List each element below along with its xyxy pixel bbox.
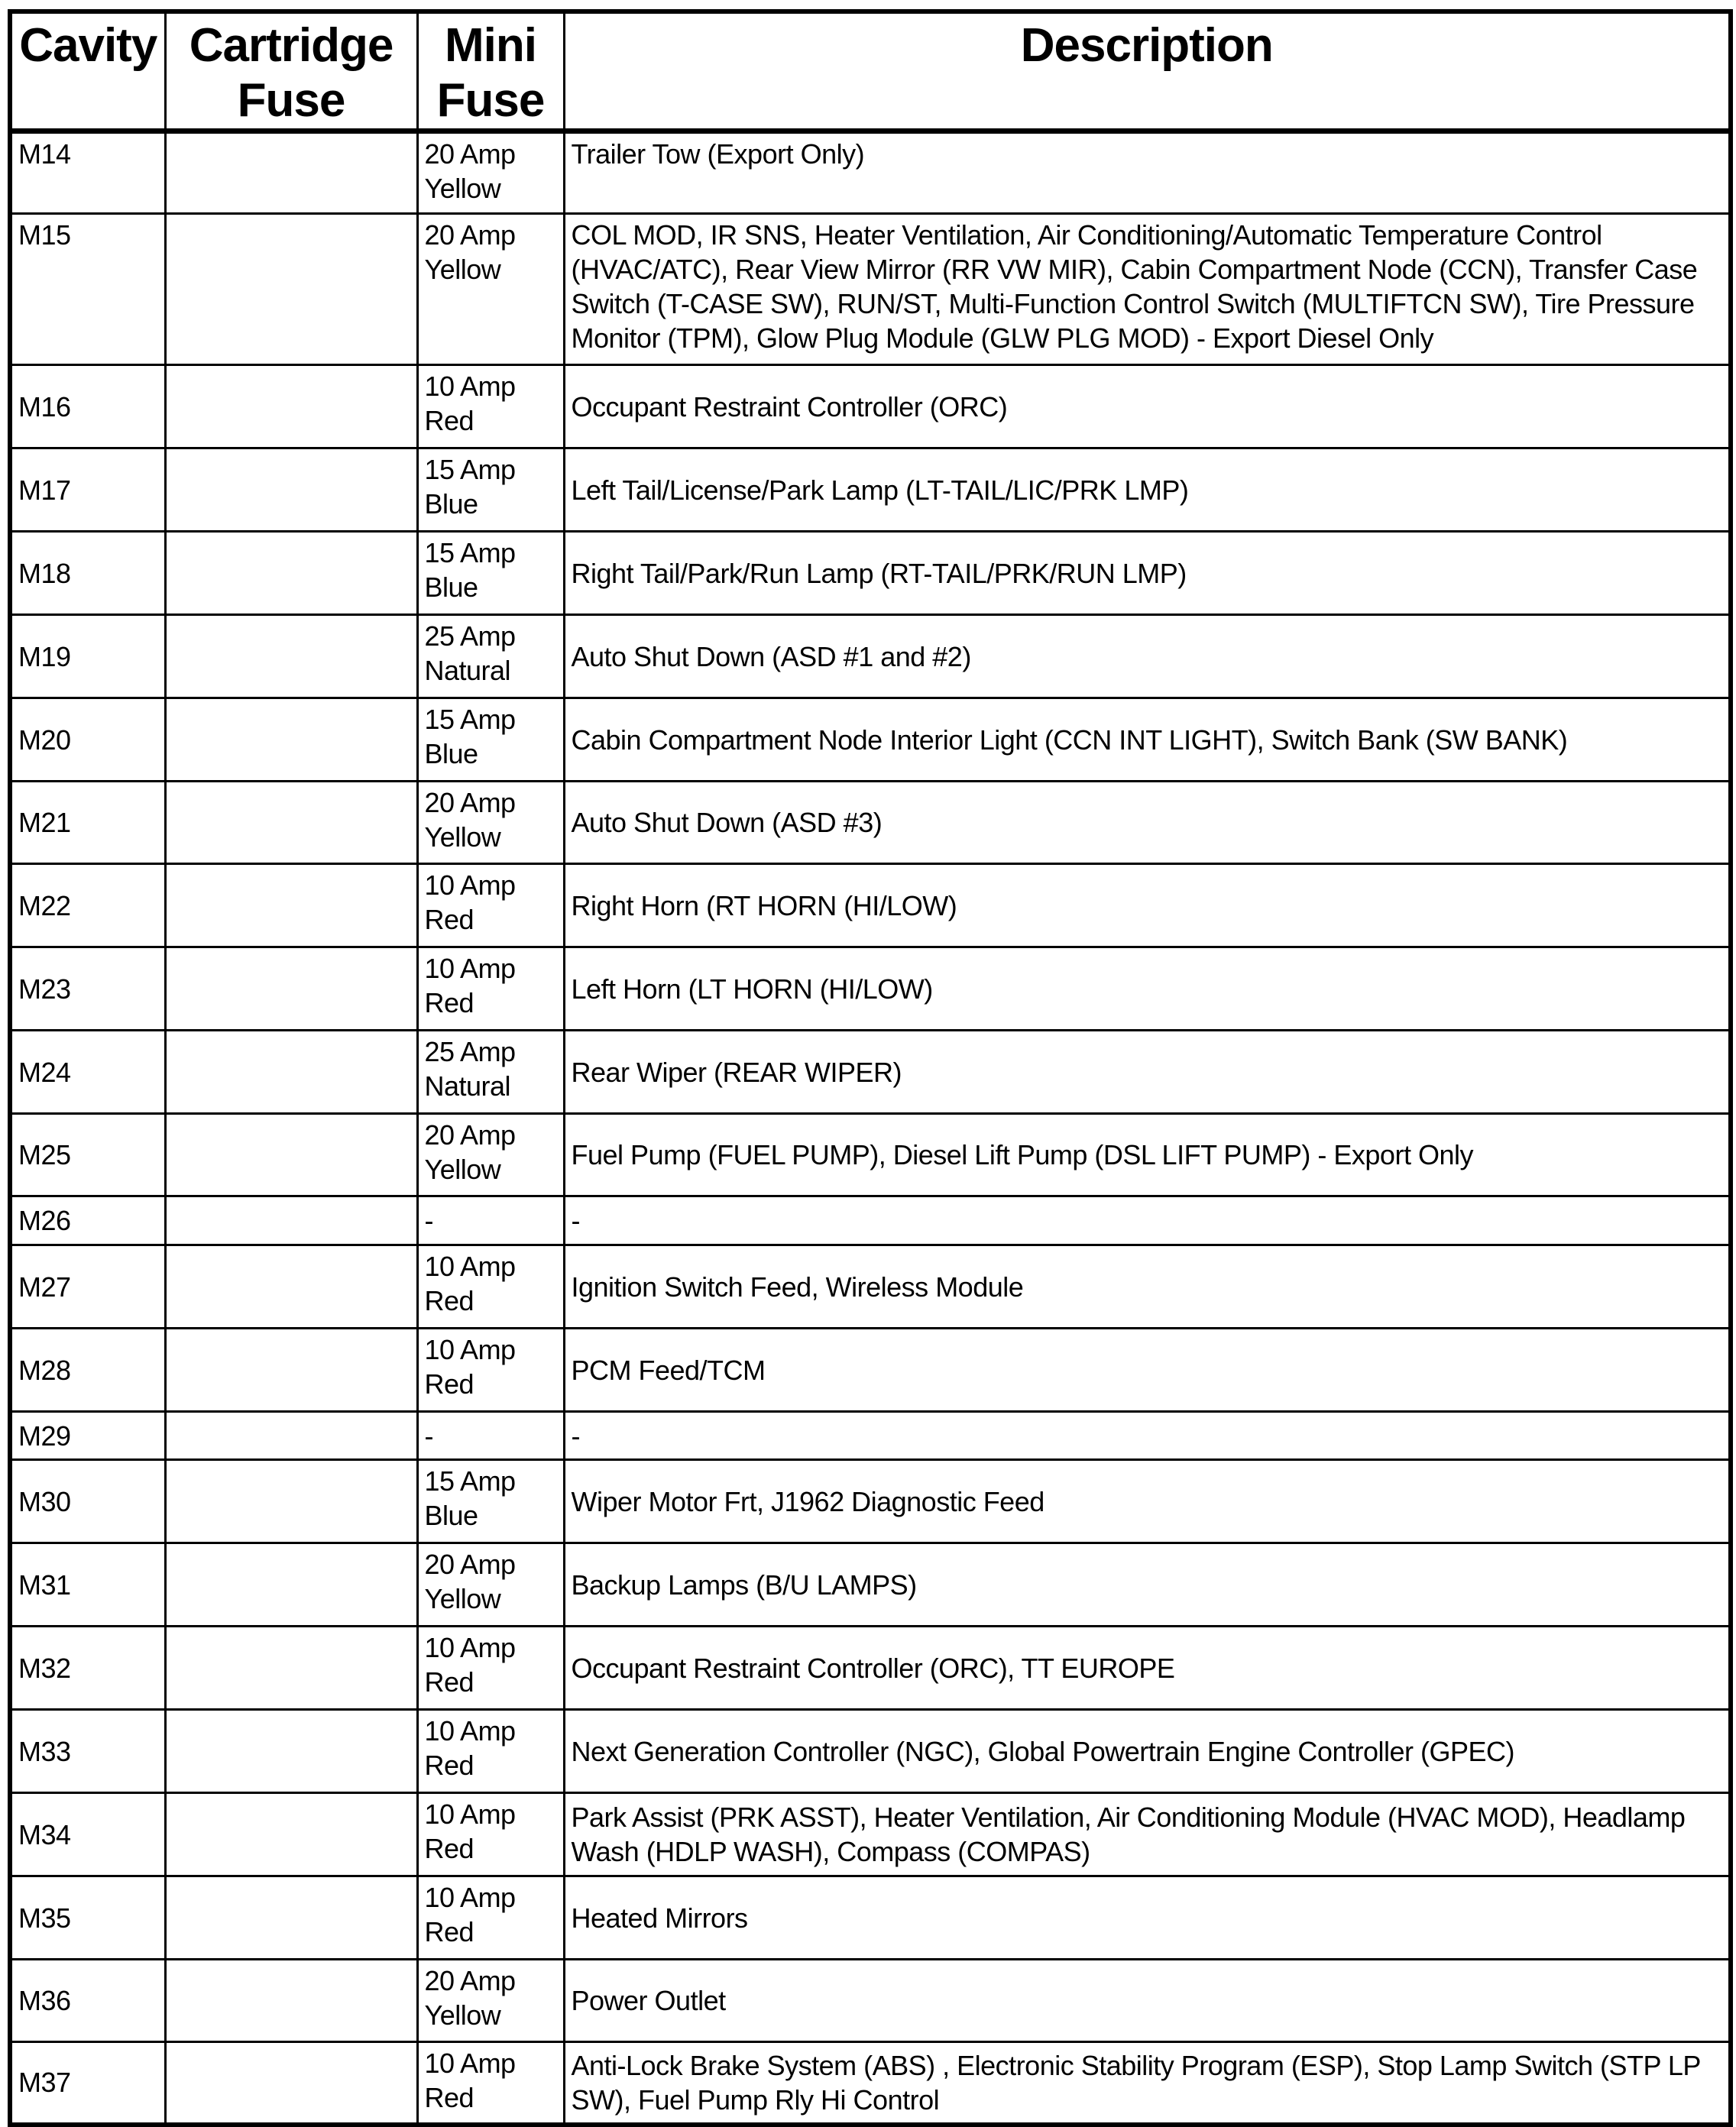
table-row bbox=[10, 214, 1731, 365]
fuse-amperage: 10 Amp bbox=[424, 2048, 516, 2079]
cartridge-fuse-cell bbox=[165, 1710, 417, 1793]
mini-fuse-cell bbox=[417, 615, 564, 698]
fuse-color: Red bbox=[424, 1833, 474, 1864]
cavity-cell: M25 bbox=[10, 1114, 165, 1196]
fuse-color: Yellow bbox=[424, 1999, 501, 2031]
cartridge-fuse-cell bbox=[165, 1793, 417, 1876]
cavity-cell: M17 bbox=[10, 448, 165, 532]
mini-fuse-cell bbox=[417, 1710, 564, 1793]
cartridge-fuse-cell bbox=[165, 782, 417, 864]
description-cell: Right Horn (RT HORN (HI/LOW) bbox=[564, 864, 1731, 947]
mini-fuse-cell bbox=[417, 131, 564, 214]
cavity-cell: M24 bbox=[10, 1031, 165, 1114]
mini-fuse-cell bbox=[417, 1031, 564, 1114]
fuse-color: Red bbox=[424, 1368, 474, 1400]
mini-fuse-cell bbox=[417, 448, 564, 532]
cartridge-fuse-cell bbox=[165, 1960, 417, 2042]
fuse-amperage: 20 Amp bbox=[424, 219, 516, 251]
cavity-cell: M19 bbox=[10, 615, 165, 698]
mini-fuse-cell bbox=[417, 1245, 564, 1329]
fuse-amperage: 10 Amp bbox=[424, 1882, 516, 1913]
mini-fuse-cell bbox=[417, 1460, 564, 1543]
cavity-cell: M22 bbox=[10, 864, 165, 947]
table-row bbox=[10, 782, 1731, 864]
table-row bbox=[10, 698, 1731, 782]
description-cell: Ignition Switch Feed, Wireless Module bbox=[564, 1245, 1731, 1329]
cartridge-fuse-cell bbox=[165, 698, 417, 782]
fuse-color: Red bbox=[424, 1666, 474, 1698]
mini-fuse-cell bbox=[417, 214, 564, 365]
mini-fuse-cell bbox=[417, 1960, 564, 2042]
mini-fuse-cell bbox=[417, 1329, 564, 1412]
cavity-cell: M21 bbox=[10, 782, 165, 864]
table-row bbox=[10, 1245, 1731, 1329]
mini-fuse-cell bbox=[417, 864, 564, 947]
description-cell: Rear Wiper (REAR WIPER) bbox=[564, 1031, 1731, 1114]
fuse-amperage: 20 Amp bbox=[424, 787, 516, 818]
table-row bbox=[10, 1627, 1731, 1710]
fuse-color: Red bbox=[424, 1916, 474, 1947]
cavity-cell: M29 bbox=[10, 1412, 165, 1460]
cavity-cell: M18 bbox=[10, 532, 165, 615]
table-row bbox=[10, 1196, 1731, 1245]
fuse-color: Blue bbox=[424, 1500, 478, 1531]
cavity-cell: M16 bbox=[10, 365, 165, 448]
mini-fuse-cell bbox=[417, 1793, 564, 1876]
fuse-amperage: 10 Amp bbox=[424, 1251, 516, 1282]
description-cell: Cabin Compartment Node Interior Light (CCN INT LIGHT), Switch Bank (SW BANK) bbox=[564, 698, 1731, 782]
cartridge-fuse-cell bbox=[165, 1196, 417, 1245]
cavity-cell: M26 bbox=[10, 1196, 165, 1245]
fuse-color: Blue bbox=[424, 738, 478, 769]
header-cavity: Cavity bbox=[10, 11, 165, 131]
mini-fuse-cell bbox=[417, 698, 564, 782]
description-cell: Anti-Lock Brake System (ABS) , Electronic Stability Program (ESP), Stop Lamp Switch (STP LP SW), Fuel Pump Rly Hi Control bbox=[564, 2042, 1731, 2125]
mini-fuse-cell bbox=[417, 532, 564, 615]
cartridge-fuse-cell bbox=[165, 947, 417, 1031]
cavity-cell: M31 bbox=[10, 1543, 165, 1627]
cartridge-fuse-cell bbox=[165, 1329, 417, 1412]
cartridge-fuse-cell bbox=[165, 2042, 417, 2125]
fuse-color: Red bbox=[424, 2082, 474, 2113]
description-cell: PCM Feed/TCM bbox=[564, 1329, 1731, 1412]
fuse-color: Yellow bbox=[424, 1154, 501, 1185]
fuse-amperage: 10 Amp bbox=[424, 1798, 516, 1830]
description-cell: Heated Mirrors bbox=[564, 1876, 1731, 1960]
cartridge-fuse-cell bbox=[165, 214, 417, 365]
table-row bbox=[10, 1960, 1731, 2042]
table-row bbox=[10, 1710, 1731, 1793]
description-cell: Right Tail/Park/Run Lamp (RT-TAIL/PRK/RUN LMP) bbox=[564, 532, 1731, 615]
cavity-cell: M30 bbox=[10, 1460, 165, 1543]
cavity-cell: M20 bbox=[10, 698, 165, 782]
cavity-cell: M33 bbox=[10, 1710, 165, 1793]
description-cell: Power Outlet bbox=[564, 1960, 1731, 2042]
mini-fuse-cell bbox=[417, 1876, 564, 1960]
cavity-cell: M32 bbox=[10, 1627, 165, 1710]
mini-fuse-cell bbox=[417, 1543, 564, 1627]
fuse-color: Yellow bbox=[424, 254, 501, 285]
cavity-cell: M37 bbox=[10, 2042, 165, 2125]
fuse-amperage: 20 Amp bbox=[424, 1965, 516, 1996]
cartridge-fuse-cell bbox=[165, 1245, 417, 1329]
table-row bbox=[10, 864, 1731, 947]
fuse-amperage: 10 Amp bbox=[424, 371, 516, 402]
cartridge-fuse-cell bbox=[165, 365, 417, 448]
cavity-cell: M27 bbox=[10, 1245, 165, 1329]
fuse-color: Yellow bbox=[424, 821, 501, 853]
cavity-cell: M36 bbox=[10, 1960, 165, 2042]
table-row bbox=[10, 1793, 1731, 1876]
table-row bbox=[10, 1876, 1731, 1960]
mini-fuse-cell bbox=[417, 947, 564, 1031]
description-cell: Auto Shut Down (ASD #3) bbox=[564, 782, 1731, 864]
description-cell: - bbox=[564, 1412, 1731, 1460]
cavity-cell: M14 bbox=[10, 131, 165, 214]
cavity-cell: M28 bbox=[10, 1329, 165, 1412]
fuse-amperage: 15 Amp bbox=[424, 704, 516, 735]
fuse-amperage: 15 Amp bbox=[424, 1465, 516, 1497]
description-cell: - bbox=[564, 1196, 1731, 1245]
fuse-color: Natural bbox=[424, 1070, 511, 1102]
fuse-color: Natural bbox=[424, 655, 511, 686]
fuse-amperage: 25 Amp bbox=[424, 620, 516, 652]
mini-fuse-cell bbox=[417, 2042, 564, 2125]
description-cell: Backup Lamps (B/U LAMPS) bbox=[564, 1543, 1731, 1627]
description-cell: COL MOD, IR SNS, Heater Ventilation, Air Conditioning/Automatic Temperature Control (HVAC/ATC), Rear View Mirror (RR VW MIR), Cabin Compartment Node (CCN), Transfer Case Switch (T-CASE SW), RUN/ST, Multi-Function Control Switch (MULTIFTCN SW), Tire Pressure Monitor (TPM), Glow Plug Module (GLW PLG MOD) - Export Diesel Only bbox=[564, 214, 1731, 365]
cartridge-fuse-cell bbox=[165, 1876, 417, 1960]
cavity-cell: M23 bbox=[10, 947, 165, 1031]
mini-fuse-cell bbox=[417, 1412, 564, 1460]
cartridge-fuse-cell bbox=[165, 1031, 417, 1114]
mini-fuse-cell bbox=[417, 365, 564, 448]
description-cell: Auto Shut Down (ASD #1 and #2) bbox=[564, 615, 1731, 698]
fuse-color: Blue bbox=[424, 571, 478, 603]
table-row bbox=[10, 947, 1731, 1031]
table-row bbox=[10, 365, 1731, 448]
cartridge-fuse-cell bbox=[165, 448, 417, 532]
mini-fuse-cell bbox=[417, 1114, 564, 1196]
header-row bbox=[10, 11, 1731, 131]
cartridge-fuse-cell bbox=[165, 615, 417, 698]
cartridge-fuse-cell bbox=[165, 1627, 417, 1710]
fuse-color: Red bbox=[424, 904, 474, 935]
mini-fuse-cell bbox=[417, 1196, 564, 1245]
fuse-color: Red bbox=[424, 1750, 474, 1781]
table-row bbox=[10, 1031, 1731, 1114]
fuse-amperage: 10 Amp bbox=[424, 1334, 516, 1365]
cartridge-fuse-cell bbox=[165, 1114, 417, 1196]
description-cell: Trailer Tow (Export Only) bbox=[564, 131, 1731, 214]
mini-fuse-cell bbox=[417, 782, 564, 864]
fuse-amperage: 20 Amp bbox=[424, 1119, 516, 1151]
fuse-amperage: - bbox=[424, 1205, 433, 1236]
description-cell: Occupant Restraint Controller (ORC) bbox=[564, 365, 1731, 448]
cavity-cell: M34 bbox=[10, 1793, 165, 1876]
fuse-amperage: 15 Amp bbox=[424, 454, 516, 485]
description-cell: Park Assist (PRK ASST), Heater Ventilation, Air Conditioning Module (HVAC MOD), Headlamp Wash (HDLP WASH), Compass (COMPAS) bbox=[564, 1793, 1731, 1876]
table-row bbox=[10, 1412, 1731, 1460]
fuse-color: Red bbox=[424, 1285, 474, 1316]
fuse-color: Yellow bbox=[424, 173, 501, 204]
fuse-amperage: - bbox=[424, 1420, 433, 1452]
cavity-cell: M15 bbox=[10, 214, 165, 365]
header-description: Description bbox=[564, 11, 1731, 131]
fuse-amperage: 15 Amp bbox=[424, 537, 516, 568]
table-row bbox=[10, 2042, 1731, 2125]
table-row bbox=[10, 1543, 1731, 1627]
cartridge-fuse-cell bbox=[165, 532, 417, 615]
fuse-amperage: 20 Amp bbox=[424, 138, 516, 170]
description-cell: Next Generation Controller (NGC), Global Powertrain Engine Controller (GPEC) bbox=[564, 1710, 1731, 1793]
fuse-amperage: 10 Amp bbox=[424, 1632, 516, 1663]
cartridge-fuse-cell bbox=[165, 864, 417, 947]
mini-fuse-cell bbox=[417, 1627, 564, 1710]
table-row bbox=[10, 131, 1731, 214]
fuse-amperage: 25 Amp bbox=[424, 1036, 516, 1067]
table-row bbox=[10, 615, 1731, 698]
header-mini-fuse: Mini Fuse bbox=[417, 11, 564, 131]
cartridge-fuse-cell bbox=[165, 131, 417, 214]
table-row bbox=[10, 448, 1731, 532]
table-row bbox=[10, 532, 1731, 615]
cavity-cell: M35 bbox=[10, 1876, 165, 1960]
cartridge-fuse-cell bbox=[165, 1412, 417, 1460]
cartridge-fuse-cell bbox=[165, 1460, 417, 1543]
fuse-amperage: 10 Amp bbox=[424, 953, 516, 984]
description-cell: Left Horn (LT HORN (HI/LOW) bbox=[564, 947, 1731, 1031]
table-row bbox=[10, 1329, 1731, 1412]
description-cell: Wiper Motor Frt, J1962 Diagnostic Feed bbox=[564, 1460, 1731, 1543]
description-cell: Occupant Restraint Controller (ORC), TT EUROPE bbox=[564, 1627, 1731, 1710]
fuse-amperage: 10 Amp bbox=[424, 869, 516, 901]
fuse-color: Yellow bbox=[424, 1583, 501, 1614]
fuse-color: Red bbox=[424, 987, 474, 1018]
fuse-color: Red bbox=[424, 405, 474, 436]
fuse-amperage: 20 Amp bbox=[424, 1549, 516, 1580]
description-cell: Fuel Pump (FUEL PUMP), Diesel Lift Pump (DSL LIFT PUMP) - Export Only bbox=[564, 1114, 1731, 1196]
fuse-table bbox=[8, 9, 1733, 2127]
table-row bbox=[10, 1114, 1731, 1196]
fuse-color: Blue bbox=[424, 488, 478, 520]
table-row bbox=[10, 1460, 1731, 1543]
header-cartridge-fuse: Cartridge Fuse bbox=[165, 11, 417, 131]
cartridge-fuse-cell bbox=[165, 1543, 417, 1627]
description-cell: Left Tail/License/Park Lamp (LT-TAIL/LIC/PRK LMP) bbox=[564, 448, 1731, 532]
fuse-amperage: 10 Amp bbox=[424, 1715, 516, 1747]
